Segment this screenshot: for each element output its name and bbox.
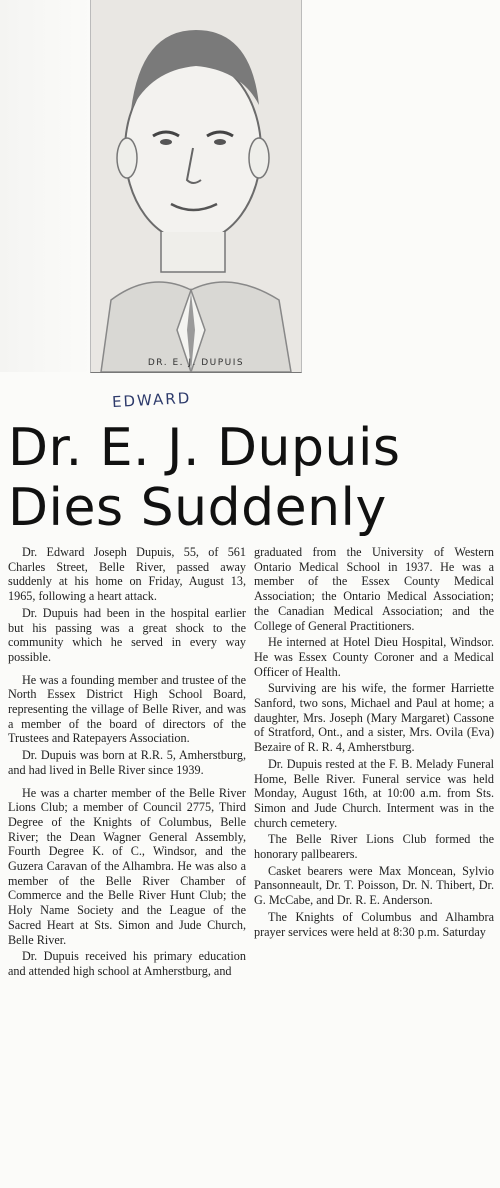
paragraph: Dr. Dupuis had been in the hospital earlier but his passing was a great shock to the community which he served in every way possible.	[8, 605, 246, 664]
paragraph: graduated from the University of Western Ontario Medical School in 1937. He was a member of the Essex County Medical Association; the Ontario Medical Association; the Canadian Medical Association; and the College of General Practitioners.	[254, 545, 494, 633]
headline-line-1: Dr. E. J. Dupuis	[8, 418, 401, 478]
paragraph: Casket bearers were Max Moncean, Sylvio Pansonneault, Dr. T. Poisson, Dr. N. Thibert, Dr. G. McCabe, and Dr. R. E. Anderson.	[254, 863, 494, 908]
handwritten-annotation: EDWARD	[111, 388, 192, 412]
scan-margin	[0, 0, 92, 372]
article-right-column	[254, 545, 494, 941]
paragraph: Dr. Dupuis rested at the F. B. Melady Funeral Home, Belle River. Funeral service was held Monday, August 16th, at 10:00 a.m. from Sts. Simon and Jude Church. Interment was in the church cemetery.	[254, 756, 494, 830]
article-headline	[8, 418, 496, 538]
paragraph: He was a founding member and trustee of the North Essex District High School Board, representing the village of Belle River, and was a member of the board of directors of the Trustees and Ratepayers Association.	[8, 672, 246, 746]
paragraph: Dr. Dupuis received his primary education and attended high school at Amherstburg, and	[8, 949, 246, 978]
paragraph: He interned at Hotel Dieu Hospital, Windsor. He was Essex County Coroner and a Medical Officer of Health.	[254, 635, 494, 679]
portrait-image	[91, 0, 301, 372]
photo-caption: DR. E. J. DUPUIS	[147, 358, 245, 368]
paragraph: Dr. Dupuis was born at R.R. 5, Amherstburg, and had lived in Belle River since 1939.	[8, 748, 246, 777]
headline-line-2: Dies Suddenly	[8, 478, 387, 538]
article-left-column	[8, 545, 246, 981]
paragraph: Surviving are his wife, the former Harriette Sanford, two sons, Michael and Paul at home; a daughter, Mrs. Joseph (Mary Margaret) Cassone of Stratford, Ont., and a sister, Mrs. Ovila (Eva) Bezaire of R. R. 4, Amherstburg.	[254, 681, 494, 755]
paragraph: He was a charter member of the Belle River Lions Club; a member of Council 2775, Third Degree of the Knights of Columbus, Belle River; the Dean Wagner General Assembly, Fourth Degree K. of C., Windsor, and the Guzera Caravan of the Alhambra. He was also a member of the Belle River Chamber of Commerce and the Belle River Hunt Club; the Holy Name Society and the League of the Sacred Heart at Sts. Simon and Jude Church, Belle River.	[8, 785, 246, 947]
paragraph: The Belle River Lions Club formed the honorary pallbearers.	[254, 832, 494, 862]
paragraph: The Knights of Columbus and Alhambra prayer services were held at 8:30 p.m. Saturday	[254, 909, 494, 939]
paragraph: Dr. Edward Joseph Dupuis, 55, of 561 Charles Street, Belle River, passed away suddenly at his home on Friday, August 13, 1965, following a heart attack.	[8, 545, 246, 604]
portrait-photo	[90, 0, 302, 373]
